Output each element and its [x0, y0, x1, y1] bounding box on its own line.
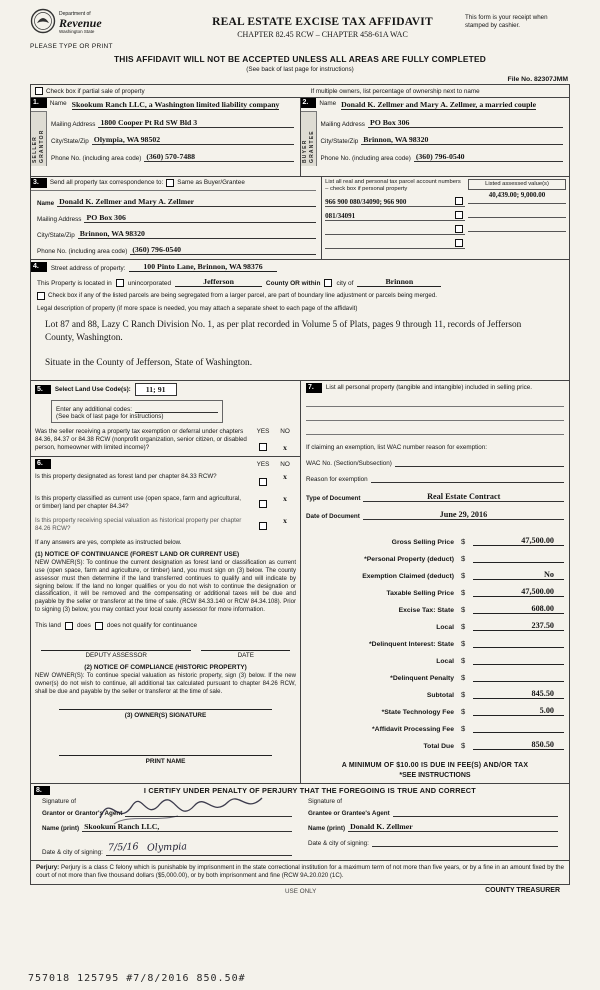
exemption-claimed-field[interactable]: No: [473, 570, 564, 580]
treasurer-row: [30, 887, 570, 899]
city-of-label: city of: [336, 279, 354, 287]
grantee-date-label: Date & city of signing:: [308, 840, 369, 848]
grantee-name-field[interactable]: Donald K. Zellmer: [348, 822, 558, 832]
notice-continuance-title: (1) NOTICE OF CONTINUANCE (FOREST LAND OR CURRENT USE): [35, 550, 240, 558]
buyer-phone-label: Phone No. (including area code): [320, 155, 411, 162]
assessed-value-header: Listed assessed value(s): [468, 179, 566, 190]
county-field[interactable]: Jefferson: [175, 277, 262, 287]
legal-description-label: Legal description of property (if more space is needed, you may attach a separate sheet to each page of the affidavit): [37, 304, 358, 312]
if-yes-note: If any answers are yes, complete as instructed below.: [35, 538, 182, 546]
minimum-fee-note: A MINIMUM OF $10.00 IS DUE IN FEE(S) AND/OR TAX: [341, 761, 529, 769]
form-subtitle: CHAPTER 82.45 RCW – CHAPTER 458-61A WAC: [237, 30, 408, 39]
land-use-section: [31, 381, 300, 457]
yes-header-2: YES: [256, 460, 270, 468]
buyer-mailing-label: Mailing Address: [320, 121, 365, 128]
see-back-note: (See back of last page for instructions): [246, 66, 354, 73]
delinquent-interest-state-field[interactable]: [473, 638, 564, 648]
grantor-name-field[interactable]: Skookum Ranch LLC,: [82, 822, 292, 832]
grantor-name-print-label: Name (print): [42, 825, 80, 833]
buyer-csz-field[interactable]: Brinnon, WA 98320: [361, 135, 563, 145]
see-instructions-note: *SEE INSTRUCTIONS: [399, 771, 471, 779]
reet-affidavit-form: [30, 8, 570, 899]
personal-property-field-1[interactable]: [306, 393, 564, 407]
money-row: Total Due $ 850.50: [306, 733, 564, 750]
exemption-claim-label: If claiming an exemption, list WAC number reason for exemption:: [306, 443, 488, 451]
seller-name-label: Name: [49, 100, 67, 107]
exemption-yes-checkbox[interactable]: [259, 443, 267, 451]
personal-prop-checkbox-3[interactable]: [455, 225, 463, 233]
historic-yes-checkbox[interactable]: [259, 522, 267, 530]
city-checkbox[interactable]: [324, 279, 332, 287]
notice-compliance-body: NEW OWNER(S): To continue special valuation as historic property, sign (3) below. If the new owner(s) do not wish to continue, all additional tax calculated pursuant to chapter 84.26 RCW, shall be due and payable by the seller or transferor at the time of sale.: [35, 672, 296, 695]
buyer-mailing-field[interactable]: PO Box 306: [368, 118, 563, 128]
section-3-tab: 3.: [31, 178, 47, 188]
segregated-label: Check box if any of the listed parcels are being segregated from a larger parcel, are part of boundary line adjustment or parcels being merged.: [48, 292, 437, 300]
tax-exemption-question: Was the seller receiving a property tax exemption or deferral under chapters 84.36, 84.37 or 84.38 RCW (nonprofit organization, senior citizen, or disabled person, homeowner with limited income)?: [35, 428, 247, 452]
current-use-question: Is this property classified as current use (open space, farm and agricultural, or timber) land per chapter 84.34?: [35, 494, 242, 511]
assessed-value-field-3[interactable]: [468, 219, 566, 232]
type-of-document-label: Type of Document: [306, 494, 361, 502]
city-field[interactable]: Brinnon: [357, 277, 441, 287]
receipt-note: This form is your receipt when stamped by cashier.: [465, 14, 548, 29]
continuance-section: [31, 457, 300, 770]
exemption-no-mark[interactable]: x: [283, 442, 287, 452]
forest-land-question: Is this property designated as forest land per chapter 84.33 RCW?: [35, 472, 217, 480]
partial-sale-checkbox[interactable]: [35, 87, 43, 95]
buyer-name-field[interactable]: Donald K. Zellmer and Mary A. Zellmer, a married couple: [341, 100, 537, 109]
personal-prop-checkbox-2[interactable]: [455, 211, 463, 219]
corr-phone-label: Phone No. (including area code): [37, 247, 128, 255]
logo-block: [30, 8, 180, 50]
personal-property-field-2[interactable]: [306, 407, 564, 421]
deputy-assessor-signature-line[interactable]: DEPUTY ASSESSOR: [41, 650, 191, 659]
section-5-tab: 5.: [35, 385, 51, 395]
no-header: NO: [280, 428, 290, 436]
notice-continuance-body: NEW OWNER(S): To continue the current designation as forest land or classification as current use (open space, farm and agriculture, or timber) land, you must sign on (3) below. The county assessor must then determine if the land transferred continues to qualify and will indicate by signing below. If the land no longer qualifies or you do not wish to continue the designation or classification, it will be removed and the compensating or additional taxes will be due and payable by the seller or transferor at the time of sale. (RCW 84.33.140 or RCW 84.34.108). Prior to signing (3) below, you may contact your local county assessor for more information.: [35, 559, 296, 614]
corr-mailing-field[interactable]: PO Box 306: [84, 213, 316, 223]
corr-mailing-label: Mailing Address: [37, 215, 82, 223]
corr-phone-field[interactable]: (360) 796-0540: [130, 245, 316, 255]
buyer-phone-field[interactable]: (360) 796-0540: [414, 152, 563, 162]
logo-dept-text: Department of: [59, 11, 91, 18]
seller-mailing-field[interactable]: 1800 Cooper Pt Rd SW Bld 3: [98, 118, 293, 128]
money-row: Excise Tax: State $ 608.00: [306, 597, 564, 614]
historic-no-mark[interactable]: x: [283, 515, 287, 525]
please-type-label: PLEASE TYPE OR PRINT: [30, 43, 113, 50]
buyer-side-label: BUYER GRANTEE: [301, 111, 317, 166]
seller-csz-field[interactable]: Olympia, WA 98502: [92, 135, 294, 145]
grantee-date-field[interactable]: [372, 837, 558, 847]
property-section: [31, 260, 569, 381]
money-row: Local $ 237.50: [306, 614, 564, 631]
subtotal-field[interactable]: 845.50: [473, 689, 564, 699]
grantor-date-handwriting: 7/5/16: [107, 841, 139, 854]
print-name-line[interactable]: PRINT NAME: [59, 755, 272, 765]
grantee-signature-block: [300, 798, 566, 856]
money-row: *Personal Property (deduct) $: [306, 546, 564, 563]
street-address-field[interactable]: 100 Pinto Lane, Brinnon, WA 98376: [129, 262, 276, 272]
personal-property-deduct-field[interactable]: [473, 553, 564, 563]
grantor-agent-label: Grantor or Grantor's Agent: [42, 810, 123, 818]
county-treasurer-label: COUNTY TREASURER: [485, 887, 560, 895]
personal-property-field-3[interactable]: [306, 421, 564, 435]
type-of-document-field[interactable]: Real Estate Contract: [363, 492, 564, 502]
grantee-agent-label: Grantee or Grantee's Agent: [308, 810, 390, 818]
section-8-tab: 8.: [34, 786, 50, 796]
parcel-field-2[interactable]: 081/34091: [325, 211, 356, 220]
seller-side-label: SELLER GRANTOR: [31, 111, 47, 166]
certify-statement: I CERTIFY UNDER PENALTY OF PERJURY THAT THE FOREGOING IS TRUE AND CORRECT: [143, 786, 476, 796]
treasurer-use-only-label: USE ONLY: [285, 888, 317, 896]
personal-prop-checkbox-4[interactable]: [455, 239, 463, 247]
money-row: *Delinquent Interest: State $: [306, 631, 564, 648]
additional-codes-label: Enter any additional codes:: [56, 406, 132, 414]
excise-tax-table: [306, 529, 564, 750]
cashier-receipt-stamp: 757018 125795 #7/8/2016 850.50#: [28, 973, 246, 984]
seller-name-field[interactable]: Skookum Ranch LLC, a Washington limited liability company: [71, 100, 280, 109]
forest-no-mark[interactable]: x: [283, 471, 287, 481]
legal-description-text: Lot 87 and 88, Lazy C Ranch Division No. 1, as per plat recorded in Volume 5 of Plats, pages 9 through 11, records of Jefferson County, Washington.: [45, 319, 522, 344]
grantor-signature-block: [34, 798, 300, 856]
form-header: [30, 8, 570, 50]
perjury-label: Perjury:: [36, 864, 60, 872]
forest-yes-checkbox[interactable]: [259, 478, 267, 486]
seller-section: [31, 98, 301, 176]
does-not-checkbox[interactable]: [95, 622, 103, 630]
logo-revenue-text: Revenue: [59, 16, 102, 31]
top-row: [31, 85, 569, 97]
taxable-selling-price-field[interactable]: 47,500.00: [473, 587, 564, 597]
does-label: does: [76, 622, 91, 630]
no-header-2: NO: [280, 460, 290, 468]
total-due-field[interactable]: 850.50: [473, 740, 564, 750]
buyer-csz-label: City/State/Zip: [320, 138, 359, 145]
dor-seal-icon: [30, 8, 56, 39]
money-row: Gross Selling Price $ 47,500.00: [306, 529, 564, 546]
perjury-text: Perjury is a class C felony which is punishable by imprisonment in the state correctional institution for a maximum term of not more than five years, or by a fine in an amount fixed by the court of not more than five thousand dollars ($5,000.00), or by both imprisonment and fine (RCW 9A.20.020 (1C).: [36, 864, 564, 880]
historic-question: Is this property receiving special valuation as historical property per chapter 84.26 RCW?: [35, 516, 242, 533]
seller-phone-field[interactable]: (360) 570-7488: [144, 152, 293, 162]
situate-text: Situate in the County of Jefferson, State of Washington.: [45, 357, 253, 368]
warning-banner: THIS AFFIDAVIT WILL NOT BE ACCEPTED UNLESS ALL AREAS ARE FULLY COMPLETED: [113, 54, 487, 64]
unincorporated-label: unincorporated: [127, 279, 172, 287]
money-row: *Delinquent Penalty $: [306, 665, 564, 682]
grantor-date-label: Date & city of signing:: [42, 849, 103, 857]
logo-state-text: Washington State: [59, 29, 95, 35]
money-row: *State Technology Fee $ 5.00: [306, 699, 564, 716]
grantee-signature-of-label: Signature of: [308, 798, 342, 806]
excise-tax-state-field[interactable]: 608.00: [473, 604, 564, 614]
corr-name-field[interactable]: Donald K. Zellmer and Mary A. Zellmer: [57, 197, 316, 207]
partial-sale-label: Check box if partial sale of property: [46, 87, 145, 95]
unincorporated-checkbox[interactable]: [116, 279, 124, 287]
grantor-date-field[interactable]: [106, 837, 292, 856]
file-number: File No. 82307JMM: [507, 76, 568, 83]
section-1-tab: 1.: [31, 98, 47, 108]
grantor-signature-of-label: Signature of: [42, 798, 76, 806]
section-2-tab: 2.: [301, 98, 317, 108]
correspondence-label: Send all property tax correspondence to:: [49, 179, 164, 187]
county-or-label: County OR within: [265, 279, 321, 287]
same-as-buyer-label: Same as Buyer/Grantee: [177, 179, 245, 187]
parcel-field-1[interactable]: 966 900 080/34090; 966 900: [325, 197, 407, 206]
wac-label: WAC No. (Section/Subsection): [306, 459, 392, 467]
perjury-notice: [31, 861, 569, 884]
seller-mailing-label: Mailing Address: [51, 121, 96, 128]
corr-name-label: Name: [37, 199, 55, 207]
affidavit-processing-fee-field[interactable]: [473, 723, 564, 733]
date-of-document-label: Date of Document: [306, 512, 360, 520]
does-not-label: does not qualify for continuance: [106, 622, 198, 630]
reason-label: Reason for exemption: [306, 475, 368, 483]
buyer-name-label: Name: [319, 100, 337, 107]
state-technology-fee-field[interactable]: 5.00: [473, 706, 564, 716]
money-row: Subtotal $ 845.50: [306, 682, 564, 699]
see-back-note-2: (See back of last page for instructions): [56, 413, 164, 421]
grantor-city-handwriting: Olympia: [147, 841, 188, 855]
personal-prop-checkbox-1[interactable]: [455, 197, 463, 205]
delinquent-interest-local-field[interactable]: [473, 655, 564, 665]
does-checkbox[interactable]: [65, 622, 73, 630]
excise-tax-local-field[interactable]: 237.50: [473, 621, 564, 631]
delinquent-penalty-field[interactable]: [473, 672, 564, 682]
land-use-label: Select Land Use Code(s):: [54, 386, 131, 394]
assessed-value-field-1[interactable]: 40,439.00; 9,000.00: [468, 191, 566, 204]
seller-csz-label: City/State/Zip: [51, 138, 89, 145]
selling-price-section: [301, 381, 569, 783]
gross-selling-price-field[interactable]: 47,500.00: [473, 536, 564, 546]
notice-compliance-title: (2) NOTICE OF COMPLIANCE (HISTORIC PROPERTY): [84, 663, 247, 671]
same-as-buyer-checkbox[interactable]: [166, 179, 174, 187]
section-7-tab: 7.: [306, 383, 322, 393]
assessed-value-field-2[interactable]: [468, 205, 566, 218]
correspondence-section: [31, 177, 569, 260]
yes-header: YES: [256, 428, 270, 436]
money-row: *Affidavit Processing Fee $: [306, 716, 564, 733]
wac-field[interactable]: [395, 457, 564, 467]
additional-codes-field[interactable]: [135, 403, 218, 413]
money-row: Local $: [306, 648, 564, 665]
land-use-code-field[interactable]: 11; 91: [135, 383, 177, 396]
deputy-assessor-date-line[interactable]: DATE: [201, 650, 290, 659]
seller-phone-label: Phone No. (including area code): [51, 155, 142, 162]
certification-section: [31, 784, 569, 862]
money-row: Taxable Selling Price $ 47,500.00: [306, 580, 564, 597]
segregated-checkbox[interactable]: [37, 292, 45, 300]
form-body: [30, 84, 570, 885]
section-4-tab: 4.: [31, 262, 47, 272]
current-use-no-mark[interactable]: x: [283, 493, 287, 503]
current-use-yes-checkbox[interactable]: [259, 500, 267, 508]
street-address-label: Street address of property:: [50, 264, 126, 272]
this-land-label: This land: [35, 622, 61, 630]
buyer-section: [301, 98, 570, 176]
section-6-tab: 6.: [35, 459, 51, 469]
personal-property-label: List all personal property (tangible and intangible) included in selling price.: [325, 384, 533, 392]
parcel-header: List all real and personal tax parcel account numbers – check box if personal property: [325, 179, 461, 192]
corr-csz-label: City/State/Zip: [37, 231, 75, 239]
grantee-signature-field[interactable]: [393, 807, 558, 817]
located-prefix: This Property is located in: [37, 279, 112, 287]
corr-csz-field[interactable]: Brinnon, WA 98320: [78, 229, 316, 239]
grantor-signature-field[interactable]: [125, 807, 292, 817]
owners-signature-line[interactable]: (3) OWNER(S) SIGNATURE: [59, 709, 272, 719]
multiple-owners-note: If multiple owners, list percentage of ownership next to name: [310, 87, 480, 95]
date-of-document-field[interactable]: June 29, 2016: [363, 510, 564, 520]
form-title: REAL ESTATE EXCISE TAX AFFIDAVIT: [212, 16, 433, 28]
money-row: Exemption Claimed (deduct) $ No: [306, 563, 564, 580]
reason-field[interactable]: [371, 473, 564, 483]
grantee-name-print-label: Name (print): [308, 825, 346, 833]
